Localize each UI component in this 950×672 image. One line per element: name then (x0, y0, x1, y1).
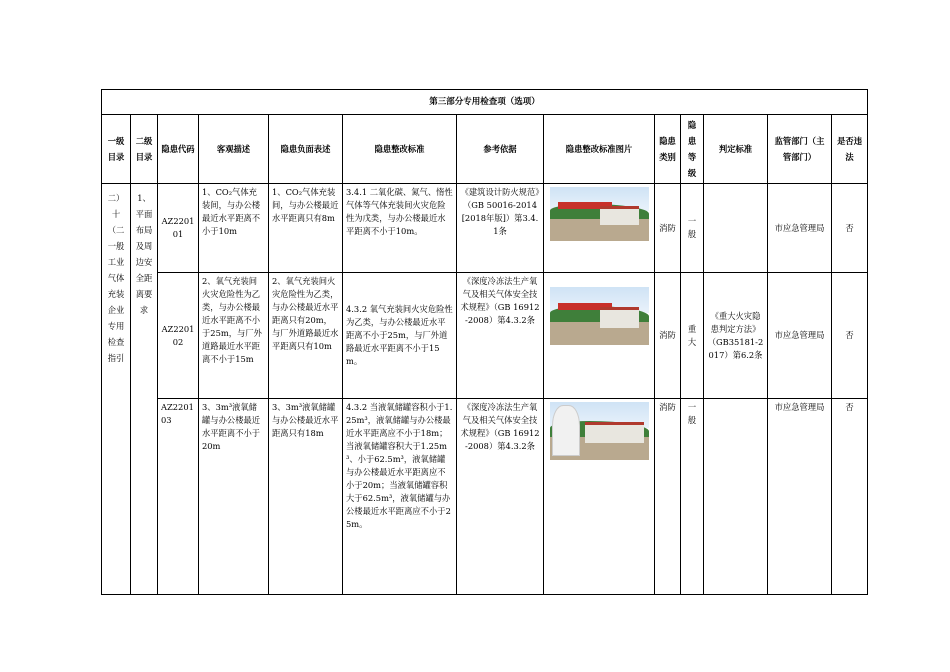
header-standard: 隐患整改标准 (343, 115, 457, 184)
image-cell (544, 184, 655, 273)
header-row (102, 115, 868, 184)
level-cell: 一般 (681, 399, 704, 595)
header-negative: 隐患负面表述 (269, 115, 343, 184)
desc-cell: 2、氧气充装间火灾危险性为乙类，与办公楼最近水平距离不小于25m，与厂外道路最近水平距离不小于15m (199, 273, 269, 399)
header-code: 隐患代码 (158, 115, 199, 184)
header-image: 隐患整改标准图片 (544, 115, 655, 184)
inspection-table (101, 89, 868, 595)
standard-cell: 3.4.1 二氧化碳、氮气、惰性气体等气体充装间火灾危险性为戊类，与办公楼最近水平距离不小于10m。 (343, 184, 457, 273)
standard-cell: 4.3.2 氧气充装间火灾危险性为乙类，与办公楼最近水平距离不小于25m，与厂外道路最近水平距离不小于15m。 (343, 273, 457, 399)
code-cell: AZ220101 (158, 184, 199, 273)
standard-photo (550, 287, 649, 345)
standard-photo (550, 402, 649, 460)
judgment-cell (704, 184, 768, 273)
authority-cell: 市应急管理局 (768, 273, 832, 399)
level-cell: 重大 (681, 273, 704, 399)
reference-cell: 《建筑设计防火规范》（GB 50016-2014[2018年版]）第3.4.1条 (457, 184, 544, 273)
category-cell: 消防 (655, 184, 681, 273)
level2-cell: 1、平面布局及周边安全距离要求 (131, 184, 158, 595)
category-cell: 消防 (655, 273, 681, 399)
image-cell (544, 273, 655, 399)
desc-cell: 3、3m³液氧储罐与办公楼最近水平距离不小于20m (199, 399, 269, 595)
code-cell: AZ220103 (158, 399, 199, 595)
header-level1: 一级目录 (102, 115, 131, 184)
header-category: 隐患类别 (655, 115, 681, 184)
negative-cell: 3、3m³液氧储罐与办公楼最近水平距离只有18m (269, 399, 343, 595)
level1-cell: 二）十（二一般工业气体充装企业专用检查指引 (102, 184, 131, 595)
table-row (102, 184, 868, 273)
reference-cell: 《深度冷冻法生产氧气及相关气体安全技术规程》（GB 16912-2008）第4.3.2条 (457, 273, 544, 399)
header-level: 隐患等级 (681, 115, 704, 184)
reference-cell: 《深度冷冻法生产氧气及相关气体安全技术规程》（GB 16912-2008）第4.3.2条 (457, 399, 544, 595)
authority-cell: 市应急管理局 (768, 184, 832, 273)
code-cell: AZ220102 (158, 273, 199, 399)
violation-cell: 否 (832, 273, 868, 399)
image-cell (544, 399, 655, 595)
judgment-cell: 《重大火灾隐患判定方法》（GB35181-2017）第6.2条 (704, 273, 768, 399)
standard-cell: 4.3.2 当液氧储罐容积小于1.25m³，液氧储罐与办公楼最近水平距离应不小于18m；当液氧储罐容积大于1.25m³、小于62.5m³，液氧储罐与办公楼最近水平距离应不小于20m；当液氧储罐容积大于62.5m³，液氧储罐与办公楼最近水平距离应不小于25m。 (343, 399, 457, 595)
desc-cell: 1、CO₂气体充装间，与办公楼最近水平距离不小于10m (199, 184, 269, 273)
table-row (102, 273, 868, 399)
header-judgment: 判定标准 (704, 115, 768, 184)
violation-cell: 否 (832, 184, 868, 273)
standard-photo (550, 187, 649, 241)
header-desc: 客观描述 (199, 115, 269, 184)
level-cell: 一般 (681, 184, 704, 273)
judgment-cell (704, 399, 768, 595)
violation-cell: 否 (832, 399, 868, 595)
table-row (102, 399, 868, 595)
header-reference: 参考依据 (457, 115, 544, 184)
header-level2: 二级目录 (131, 115, 158, 184)
table-title: 第三部分专用检查项（选项） (102, 90, 868, 115)
header-violation: 是否违法 (832, 115, 868, 184)
category-cell: 消防 (655, 399, 681, 595)
negative-cell: 2、氧气充装间火灾危险性为乙类，与办公楼最近水平距离只有20m，与厂外道路最近水平距离只有10m (269, 273, 343, 399)
header-authority: 监管部门（主管部门） (768, 115, 832, 184)
authority-cell: 市应急管理局 (768, 399, 832, 595)
negative-cell: 1、CO₂气体充装间，与办公楼最近水平距离只有8m (269, 184, 343, 273)
